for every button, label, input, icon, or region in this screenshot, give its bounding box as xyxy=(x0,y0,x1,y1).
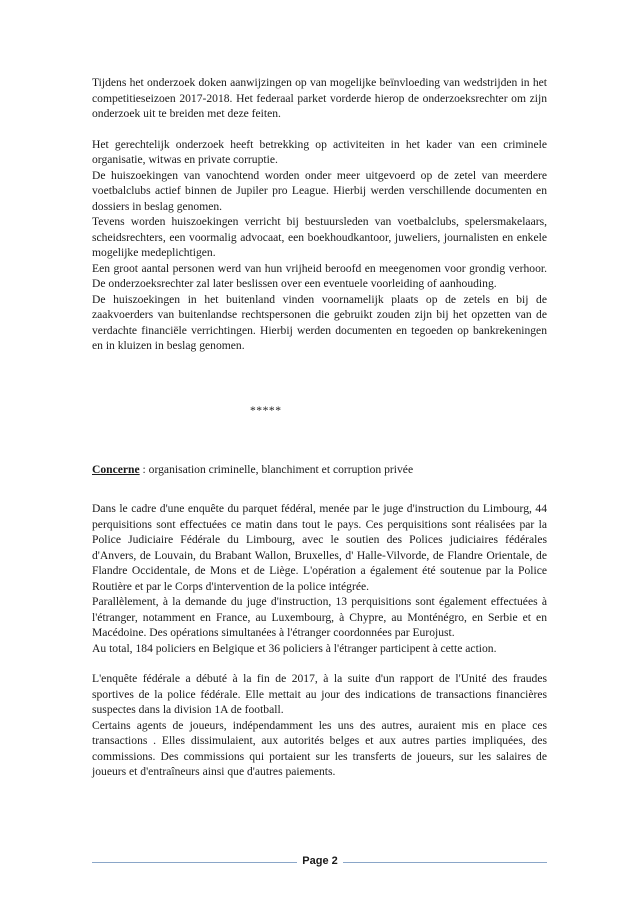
subject-label: Concerne xyxy=(92,463,140,476)
paragraph-fr-2: Parallèlement, à la demande du juge d'instruction, 13 perquisitions sont également effectuées à l'étranger, notamment en France, au Luxembourg, à Chypre, au Monténégro, en Serbie et en Macédoine. Des opérations simultanées à l'étranger coordonnées par Eurojust. xyxy=(92,595,547,639)
french-section xyxy=(92,501,547,780)
paragraph-fr-4: L'enquête fédérale a débuté à la fin de 2017, à la suite d'un rapport de l'Unité des fraudes sportives de la police fédérale. Elle mettait au jour des indications de transactions financières suspectes dans la division 1A de football. xyxy=(92,672,547,716)
paragraph-fr-1: Dans le cadre d'une enquête du parquet fédéral, menée par le juge d'instruction du Limbourg, 44 perquisitions sont effectuées ce matin dans tout le pays. Ces perquisitions sont réalisées par la Police Judiciaire Fédérale du Limbourg, avec le soutien des Polices judiciaires fédérales d'Anvers, de Louvain, du Brabant Wallon, Bruxelles, d' Halle-Vilvorde, de Flandre Orientale, de Flandre Occidentale, de Mons et de Liège. L'opération a également été soutenue par la Police Routière et par le Corps d'intervention de la police intégrée. xyxy=(92,502,547,593)
paragraph-fr-5: Certains agents de joueurs, indépendamment les uns des autres, auraient mis en place ces transactions . Elles dissimulaient, aux autorités belges et aux autres parties impliquées, des commissions. Des commissions qui portaient sur les transferts de joueurs, sur les salaires de joueurs et d'entraîneurs ainsi que d'autres paiements. xyxy=(92,718,547,778)
dutch-section xyxy=(92,75,547,354)
paragraph-nl-2: Het gerechtelijk onderzoek heeft betrekking op activiteiten in het kader van een criminele organisatie, witwas en private corruptie. xyxy=(92,137,547,166)
footer-rule-left xyxy=(92,862,297,863)
section-separator: ***** xyxy=(250,404,282,417)
subject-line xyxy=(92,462,547,478)
paragraph-nl-5: Een groot aantal personen werd van hun vrijheid beroofd en meegenomen voor grondig verhoor. De onderzoeksrechter zal later beslissen over een eventuele voorleiding of aanhouding. xyxy=(92,261,547,290)
spacer xyxy=(92,656,547,671)
page-number: Page 2 xyxy=(302,855,338,867)
paragraph-nl-3: De huiszoekingen van vanochtend worden onder meer uitgevoerd op de zetel van meerdere voetbalclubs actief binnen de Jupiler pro League. Hierbij werden verschillende documenten en dossiers in beslag genomen. xyxy=(92,168,547,213)
paragraph-nl-1: Tijdens het onderzoek doken aanwijzingen op van mogelijke beïnvloeding van wedstrijden in het competitieseizoen 2017-2018. Het federaal parket vorderde hierop de onderzoeksrechter om zijn onderzoek uit te breiden met deze feiten. xyxy=(92,76,547,120)
spacer xyxy=(92,122,547,137)
subject-text: : organisation criminelle, blanchiment et corruption privée xyxy=(139,463,414,476)
paragraph-nl-4: Tevens worden huiszoekingen verricht bij bestuursleden van voetbalclubs, spelersmakelaars, scheidsrechters, een voormalig advocaat, een boekhoudkantoor, juweliers, journalisten en enkele mogelijke medeplichtigen. xyxy=(92,215,547,259)
paragraph-fr-3: Au total, 184 policiers en Belgique et 36 policiers à l'étranger participent à cette action. xyxy=(92,641,497,655)
footer-rule-right xyxy=(343,862,547,863)
paragraph-nl-6: De huiszoekingen in het buitenland vinden voornamelijk plaats op de zetels en bij de zaakvoerders van buitenlandse rechtspersonen die gebruikt zouden zijn bij het opzetten van de verdachte financiële verrichtingen. Hierbij werden documenten en tegoeden op bankrekeningen en in kluizen in beslag genomen. xyxy=(92,292,547,352)
